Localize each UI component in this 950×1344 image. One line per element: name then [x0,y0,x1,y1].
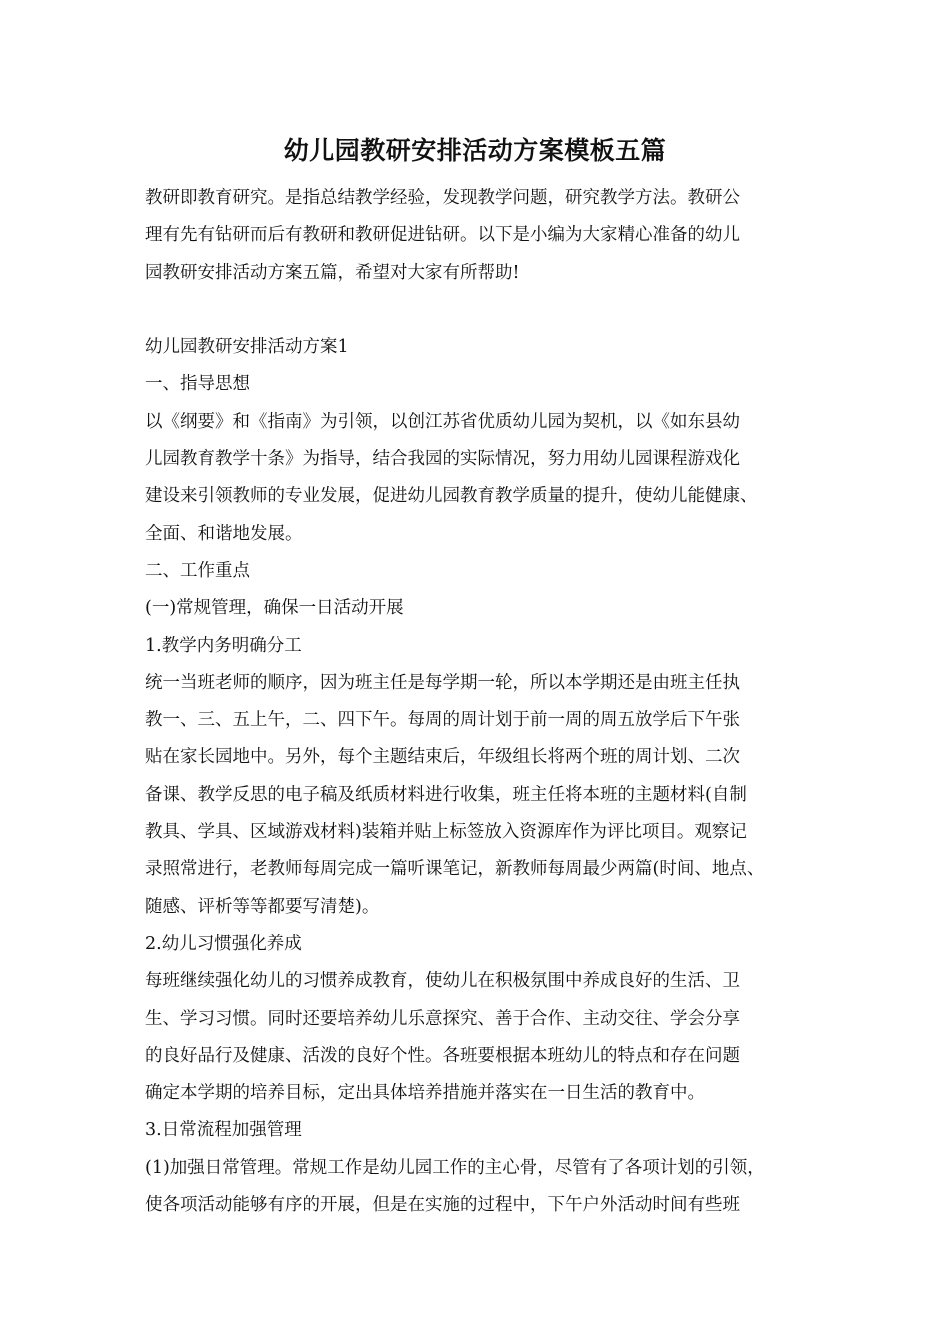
document-title: 幼儿园教研安排活动方案模板五篇 [283,136,667,165]
text-line: 统一当班老师的顺序，因为班主任是每学期一轮，所以本学期还是由班主任执 [145,672,740,693]
subheading: 3.日常流程加强管理 [145,1120,302,1141]
text-line: 儿园教育教学十条》为指导，结合我园的实际情况，努力用幼儿园课程游戏化 [145,449,740,470]
text-line: 备课、教学反思的电子稿及纸质材料进行收集，班主任将本班的主题材料(自制 [145,784,747,805]
document-body [145,180,825,1224]
intro-line: 园教研安排活动方案五篇，希望对大家有所帮助! [145,262,520,283]
subheading: 1.教学内务明确分工 [145,635,302,656]
text-line: 建设来引领教师的专业发展，促进幼儿园教育教学质量的提升，使幼儿能健康、 [145,486,758,507]
text-line: 使各项活动能够有序的开展，但是在实施的过程中，下午户外活动时间有些班 [145,1195,740,1216]
subheading: 二、工作重点 [145,560,250,581]
subheading: (一)常规管理，确保一日活动开展 [145,598,404,619]
section-heading: 幼儿园教研安排活动方案1 [145,337,349,358]
text-line: 以《纲要》和《指南》为引领，以创江苏省优质幼儿园为契机，以《如东县幼 [145,411,740,432]
text-line: 的良好品行及健康、活泼的良好个性。各班要根据本班幼儿的特点和存在问题 [145,1045,740,1066]
text-line: 教一、三、五上午，二、四下午。每周的周计划于前一周的周五放学后下午张 [145,710,740,731]
text-line: 录照常进行，老教师每周完成一篇听课笔记，新教师每周最少两篇(时间、地点、 [145,859,765,880]
text-line: 贴在家长园地中。另外，每个主题结束后，年级组长将两个班的周计划、二次 [145,747,740,768]
text-line: 生、学习习惯。同时还要培养幼儿乐意探究、善于合作、主动交往、学会分享 [145,1008,740,1029]
text-line: 全面、和谐地发展。 [145,523,303,544]
text-line: 每班继续强化幼儿的习惯养成教育，使幼儿在积极氛围中养成良好的生活、卫 [145,971,740,992]
intro-line: 教研即教育研究。是指总结教学经验，发现教学问题，研究教学方法。教研公 [145,188,740,208]
subheading: 2.幼儿习惯强化养成 [145,933,302,954]
intro-line: 理有先有钻研而后有教研和教研促进钻研。以下是小编为大家精心准备的幼儿 [145,225,740,246]
text-line: 教具、学具、区域游戏材料)装箱并贴上标签放入资源库作为评比项目。观察记 [145,822,747,843]
paragraph-gap [145,292,825,329]
subheading: 一、指导思想 [145,374,250,395]
text-line: (1)加强日常管理。常规工作是幼儿园工作的主心骨，尽管有了各项计划的引领， [145,1157,765,1178]
text-line: 随感、评析等等都要写清楚)。 [145,896,380,917]
text-line: 确定本学期的培养目标，定出具体培养措施并落实在一日生活的教育中。 [145,1083,705,1104]
